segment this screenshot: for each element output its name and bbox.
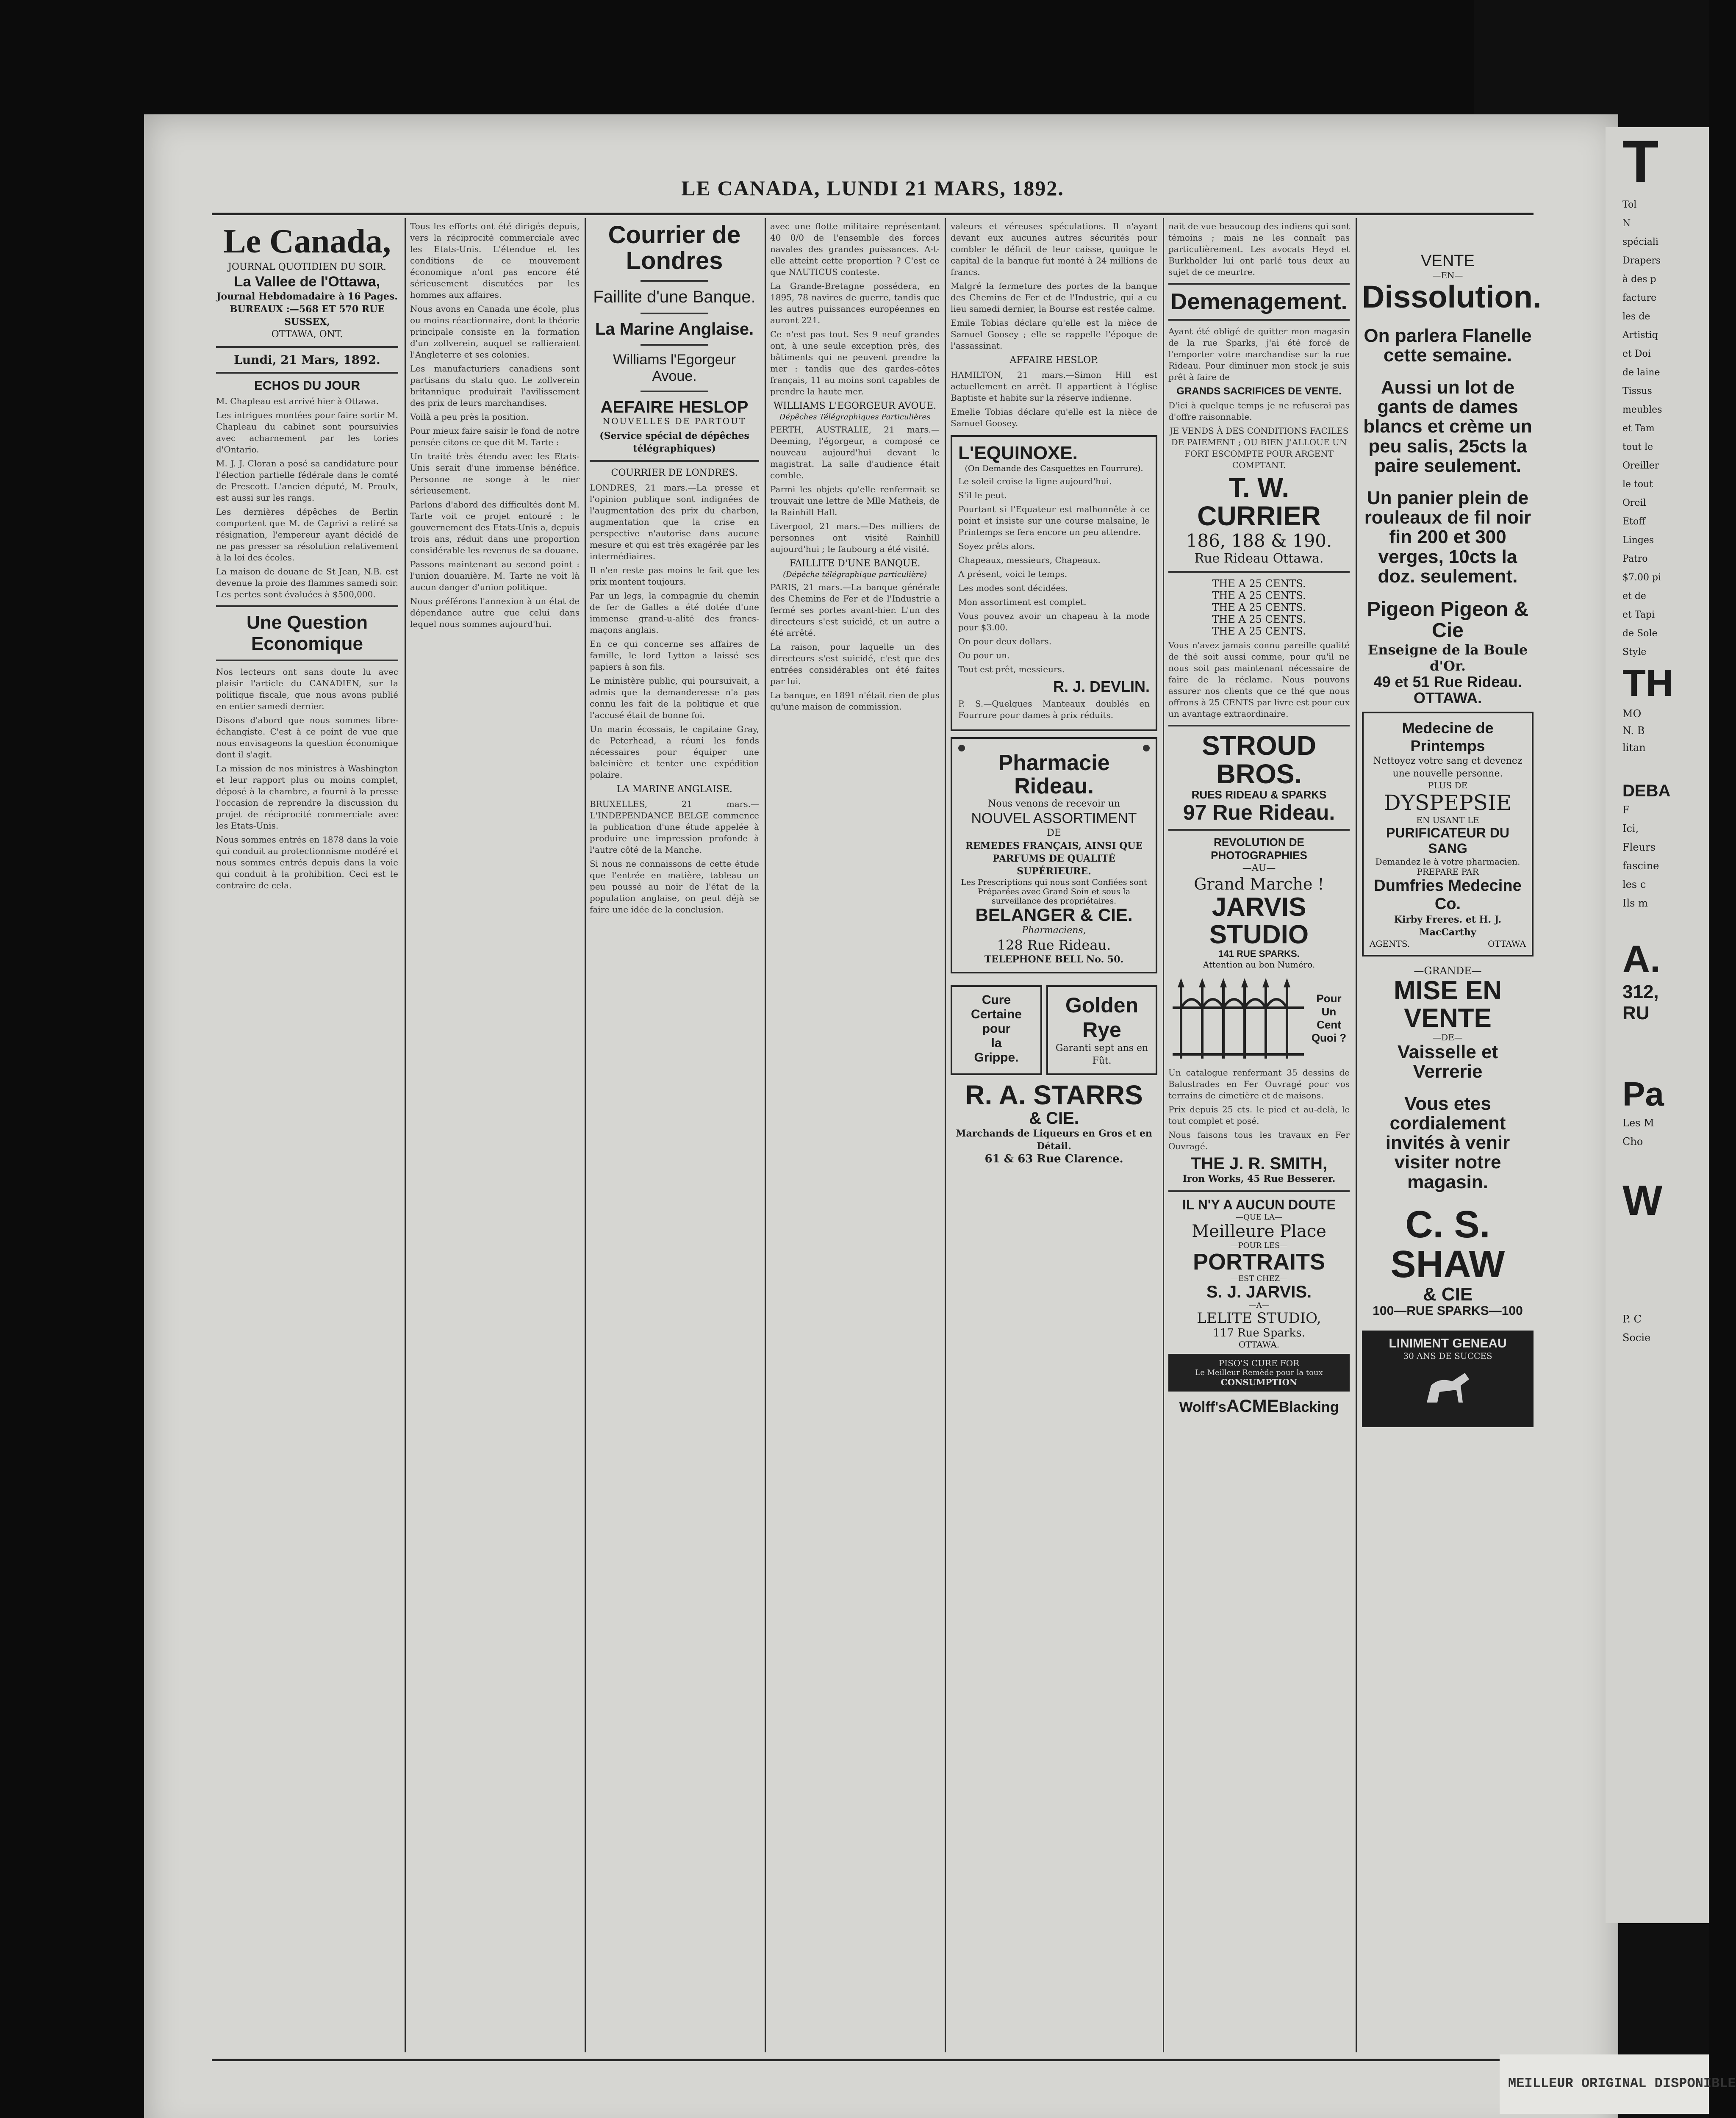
adjacent-fragment-large: TH	[1622, 662, 1673, 704]
equinoxe-line: Chapeaux, messieurs, Chapeaux.	[958, 555, 1101, 565]
news-paragraph: Ce n'est pas tout. Ses 9 neuf grandes ont, à une seule exception près, des bâtiments qui ne peuvent prendre la mer : tandis que des gardes-côtes français, 11 au moins sont capables de prendre la haute mer.	[770, 329, 940, 396]
ornament-icon	[1143, 745, 1150, 751]
fence-paragraph: Nous faisons tous les travaux en Fer Ouvragé.	[1168, 1130, 1350, 1152]
acme-suffix: Blacking	[1278, 1399, 1339, 1415]
stroud-address: RUES RIDEAU & SPARKS	[1191, 788, 1327, 801]
question-paragraph: Nos lecteurs ont sans doute lu avec plaisir l'article du CANADIEN, sur la politique fiscale, que nous avons publié en entier samedi dernier.	[216, 667, 398, 711]
starrs-name: R. A. STARRS	[965, 1080, 1143, 1111]
masthead-title: Le Canada,	[223, 223, 391, 260]
column-rule	[765, 218, 766, 2052]
jarvis-ad-line: —POUR LES—	[1230, 1241, 1288, 1250]
grippe-ad	[951, 985, 1042, 1075]
adjacent-fragment: Artistiq	[1622, 330, 1658, 341]
medecine-ad	[1362, 712, 1534, 956]
courrier-subhead: Williams l'Egorgeur Avoue.	[613, 351, 736, 384]
fence-line: Un	[1321, 1005, 1337, 1018]
section-subheading: Dépêches Télégraphiques Particulières	[779, 413, 931, 421]
adjacent-fragment: et Tapi	[1622, 610, 1655, 620]
divider	[641, 344, 708, 346]
fence-paragraph: Un catalogue renfermant 35 dessins de Balustrades en Fer Ouvragé pour vos terrains de cimetière et de maisons.	[1168, 1067, 1350, 1101]
jarvis-ad-line: —A—	[1248, 1300, 1270, 1310]
adjacent-fragment-large: RU	[1622, 1003, 1650, 1023]
equinoxe-line: Ou pour un.	[958, 650, 1010, 660]
adjacent-fragment: Style	[1622, 647, 1647, 657]
courrier-paragraph: Si nous ne connaissons de cette étude que l'entrée en matière, tableau un peu poussé au noir de l'état de la population anglaise, on peut déjà se faire une idée de la conclusion.	[590, 858, 759, 915]
header-rule	[212, 213, 1534, 215]
currier-street: Rue Rideau Ottawa.	[1194, 551, 1324, 566]
section-heading: COURRIER DE LONDRES.	[611, 467, 738, 478]
horse-icon	[1418, 1364, 1478, 1411]
adjacent-fragment: $7.00 pi	[1622, 572, 1661, 583]
grippe-line: la	[991, 1036, 1002, 1051]
adjacent-fragment: à des p	[1622, 274, 1656, 285]
adjacent-fragment: les c	[1622, 879, 1646, 890]
adjacent-fragment: Les M	[1622, 1117, 1654, 1129]
rye-line: Rye	[1082, 1018, 1121, 1042]
currier-name: T. W. CURRIER	[1197, 472, 1321, 531]
flanelle-text: On parlera Flanelle cette semaine.	[1364, 325, 1532, 366]
adjacent-fragment: de laine	[1622, 367, 1660, 378]
liniment-sub: 30 ANS DE SUCCES	[1403, 1350, 1492, 1361]
column-rule	[405, 218, 406, 2052]
medecine-line: Demandez le à votre pharmacien.	[1375, 857, 1520, 867]
pisos-line: Le Meilleur Remède pour la toux	[1195, 1368, 1323, 1377]
jarvis-ad-line: OTTAWA.	[1238, 1339, 1280, 1350]
article-paragraph: Pour mieux faire saisir le fond de notre pensée citons ce que dit M. Tarte :	[410, 426, 580, 447]
masthead-weekly: Journal Hebdomadaire à 16 Pages.	[216, 291, 398, 302]
adjacent-fragment: F	[1622, 804, 1630, 816]
echos-paragraph: M. Chapleau est arrivé hier à Ottawa.	[216, 396, 379, 406]
echos-paragraph: Les intrigues montées pour faire sortir M. Chapleau du cabinet sont poursuivies avec acharnement par les tories d'Ontario.	[216, 410, 398, 455]
medecine-text: Nettoyez votre sang et devenez une nouvelle personne.	[1373, 756, 1522, 779]
echos-paragraph: Les dernières dépêches de Berlin comportent que M. de Caprivi a retiré sa résignation, l'empereur ayant décidé de ne pas presser sa résolution relativement à la loi des écoles.	[216, 507, 398, 563]
grippe-line: Grippe.	[974, 1051, 1019, 1065]
equinoxe-line: On pour deux dollars.	[958, 636, 1052, 646]
demenagement-heading-2: GRANDS SACRIFICES DE VENTE.	[1176, 385, 1342, 397]
news-paragraph: PARIS, 21 mars.—La banque générale des Chemins de Fer et de l'Industrie a fermé ses portes avant-hier. L'un des directeurs s'est suicidé, et un autre a été arrêté.	[770, 582, 940, 638]
courrier-paragraph: BRUXELLES, 21 mars.—L'INDEPENDANCE BELGE commence la publication d'une étude appelée à produire une impression profonde à l'autre côté de la Manche.	[590, 798, 759, 855]
grippe-rye-row	[951, 979, 1157, 1081]
adjacent-fragment-large: A.	[1622, 938, 1661, 981]
column-rule	[1163, 218, 1164, 2052]
divider	[1168, 829, 1350, 831]
adjacent-fragment: facture	[1622, 293, 1657, 303]
courrier-paragraph: En ce qui concerne ses affaires de famille, le lord Lytton a laissé ses papiers à son fils.	[590, 638, 759, 672]
the-paragraph: Vous n'avez jamais connu pareille qualité de thé soit aussi comme, pour qu'il ne nous soit pas maintenant nécessaire de faire de la réclame. Nous pouvons assurer nos clients que ce thé que nous offrons à 25 CENTS par livre est pour eux un avantage extraordinaire.	[1168, 640, 1350, 719]
echos-paragraph: M. J. J. Cloran a posé sa candidature pour l'élection partielle fédérale dans le comté de Prescott. L'ancien député, M. Proulx, est aussi sur les rangs.	[216, 458, 398, 503]
fence-line: Cent	[1317, 1018, 1341, 1031]
courrier-heading: Courrier de Londres	[608, 221, 741, 274]
adjacent-page-fragment	[1606, 127, 1709, 1923]
news-paragraph: nait de vue beaucoup des indiens qui sont témoins ; mais ne les connaît pas particulièrement. Les avocats Heyd et Burkholder lui ont parlé tous deux au sujet de ce meurtre.	[1168, 221, 1350, 277]
smith-address: Iron Works, 45 Rue Besserer.	[1182, 1173, 1336, 1185]
adjacent-fragment: et Tam	[1622, 423, 1655, 434]
pharmacie-phone: TELEPHONE BELL No. 50.	[984, 954, 1124, 965]
column-ads-1	[951, 218, 1157, 2052]
jarvis-ad-line: 117 Rue Sparks.	[1213, 1326, 1305, 1339]
adjacent-fragment-large: Pa	[1622, 1075, 1664, 1113]
section-heading: FAILLITE D'UNE BANQUE.	[789, 558, 921, 569]
jarvis-ad-line: —EST CHEZ—	[1230, 1274, 1288, 1283]
adjacent-fragment: Oreil	[1622, 498, 1646, 508]
adjacent-fragment: le tout	[1622, 479, 1653, 490]
adjacent-fragment: P. C	[1622, 1313, 1642, 1325]
kirby: Kirby Freres. et H. J. MacCarthy	[1394, 914, 1502, 938]
column-rule	[1356, 218, 1357, 2052]
divider	[216, 605, 398, 607]
the-line: THE A 25 CENTS.	[1212, 578, 1306, 590]
courrier-paragraph: Il n'en reste pas moins le fait que les prix montent toujours.	[590, 565, 759, 587]
jarvis-ad-line: LELITE STUDIO,	[1197, 1309, 1321, 1327]
column-courrier	[590, 218, 759, 2052]
adjacent-fragment: Fleurs	[1622, 841, 1656, 853]
adjacent-fragment: Tol	[1622, 200, 1637, 210]
vente-line: —EN—	[1432, 270, 1463, 280]
grippe-line: Cure	[982, 993, 1011, 1007]
article-paragraph: Un traité très étendu avec les Etats-Unis serait d'une immense bénéfice. Personne ne songe à le nier sérieusement.	[410, 451, 580, 496]
news-paragraph: La raison, pour laquelle un des directeurs s'est suicidé, c'est que des entrées considérables ont été faites par lui.	[770, 642, 940, 686]
equinoxe-signature: R. J. DEVLIN.	[1053, 678, 1150, 695]
column-rule	[945, 218, 946, 2052]
pisos-line: PISO'S CURE FOR	[1218, 1358, 1300, 1368]
jarvis-studio: JARVIS STUDIO	[1209, 892, 1309, 950]
adjacent-fragment: Ils m	[1622, 897, 1648, 909]
adjacent-fragment-large: T	[1622, 128, 1659, 194]
adjacent-fragment: N	[1622, 218, 1631, 229]
fence-line: Pour	[1316, 992, 1342, 1005]
mise-en-vente: MISE EN VENTE	[1394, 976, 1502, 1033]
rye-subline: Garanti sept ans en Fût.	[1055, 1043, 1148, 1067]
adjacent-fragment: N. B	[1622, 725, 1645, 737]
demenagement-paragraph: D'ici à quelque temps je ne refuserai pas d'offre raisonnable.	[1168, 400, 1350, 422]
adjacent-fragment-large: 312,	[1622, 981, 1659, 1002]
fence-side-text	[1308, 992, 1350, 1045]
rye-ad	[1046, 985, 1157, 1075]
acme-blacking	[1168, 1396, 1350, 1416]
newspaper-page	[144, 114, 1618, 2118]
equinoxe-line: Pourtant si l'Equateur est malhonnête à ce point et insiste sur une course malsaine, le Printemps se fera encore un peu attendre.	[958, 504, 1150, 537]
adjacent-fragment: fascine	[1622, 860, 1659, 872]
echos-heading: ECHOS DU JOUR	[254, 379, 361, 393]
page-header: LE CANADA, LUNDI 21 MARS, 1892.	[681, 176, 1064, 200]
article-paragraph: Nous avons en Canada une école, plus ou moins réactionnaire, dont la théorie principale consiste en la formation d'un zollverein, auquel se rallieraient l'Angleterre et ses colonies.	[410, 304, 580, 360]
news-paragraph: La Grande-Bretagne possédera, en 1895, 78 navires de guerre, tandis que les autres puissances européennes en auront 221.	[770, 281, 940, 325]
footer-rule	[212, 2059, 1534, 2061]
dissolution-heading: Dissolution.	[1362, 279, 1542, 314]
panier-text: Un panier plein de rouleaux de fil noir fin 200 et 300 verges, 10cts la doz. seulement.	[1364, 488, 1531, 587]
adjacent-fragment: meubles	[1622, 405, 1662, 415]
rye-line: Golden	[1065, 993, 1139, 1017]
masthead-edition: La Vallee de l'Ottawa,	[234, 274, 380, 290]
pharmacie-line: NOUVEL ASSORTIMENT	[971, 810, 1137, 827]
news-paragraph: Liverpool, 21 mars.—Des milliers de personnes ont visité Rainhill aujourd'hui ; le faubourg a été visité.	[770, 521, 940, 554]
news-paragraph: PERTH, AUSTRALIE, 21 mars.—Deeming, l'égorgeur, a composé ce nouveau aujourd'hui devant le magistrat. La salle d'audience était comble.	[770, 424, 940, 480]
question-paragraph: La mission de nos ministres à Washington et leur rapport plus ou moins complet, déposé à la chambre, a fourni à la presse l'occasion de reprendre la discussion du projet de réciprocité commerciale avec les Etats-Unis.	[216, 763, 398, 831]
medecine-heading: Medecine de Printemps	[1402, 719, 1494, 755]
starrs-cie: & CIE.	[1029, 1109, 1079, 1128]
courrier-paragraph: LONDRES, 21 mars.—La presse et l'opinion publique sont indignées de l'augmentation des prix du charbon, augmentation que la crise en perspective n'autorise dans aucune mesure et qui est très exagérée par les intermédiaires.	[590, 482, 759, 561]
column-news	[770, 218, 940, 2052]
adjacent-fragment: Oreiller	[1622, 460, 1659, 471]
purificateur: PURIFICATEUR DU SANG	[1386, 825, 1509, 857]
pigeon-name: Pigeon Pigeon & Cie	[1367, 598, 1529, 642]
news-paragraph: valeurs et véreuses spéculations. Il n'ayant devant eux aucunes autres sécurités pour combler le déficit de leur caisse, quoique le capital de la banque fut monté à 24 millions de francs.	[951, 221, 1157, 277]
adjacent-fragment: Patro	[1622, 554, 1648, 564]
dyspepsie: DYSPEPSIE	[1384, 790, 1512, 815]
fence-line: Quoi ?	[1311, 1031, 1347, 1045]
agents-label: AGENTS.	[1370, 939, 1410, 949]
shaw-cie: & CIE	[1423, 1284, 1473, 1305]
shaw-name: C. S. SHAW	[1390, 1203, 1505, 1286]
gants-text: Aussi un lot de gants de dames blancs et crème un peu salis, 25cts la paire seulement.	[1363, 377, 1532, 476]
adjacent-fragment: Socie	[1622, 1332, 1651, 1344]
stroud-address-2: 97 Rue Rideau.	[1183, 801, 1335, 825]
microfilm-label	[1500, 2054, 1736, 2114]
news-paragraph: Emelie Tobias déclare qu'elle est la nièce de Samuel Goosey.	[951, 407, 1157, 428]
divider	[641, 280, 708, 282]
adjacent-fragment-text	[1606, 801, 1709, 912]
fence-paragraph: Prix depuis 25 cts. le pied et au-delà, le tout complet et posé.	[1168, 1104, 1350, 1126]
grippe-line: Certaine	[971, 1007, 1022, 1022]
adjacent-fragment: MO	[1622, 708, 1642, 720]
liniment-ad	[1362, 1331, 1534, 1427]
equinoxe-line: Mon assortiment est complet.	[958, 597, 1087, 607]
equinoxe-line: Vous pouvez avoir un chapeau à la mode pour $3.00.	[958, 611, 1150, 632]
article-paragraph: Voilà a peu près la position.	[410, 412, 529, 422]
equinoxe-line: A présent, voici le temps.	[958, 569, 1068, 579]
section-heading: LA MARINE ANGLAISE.	[616, 784, 732, 795]
adjacent-fragment-text	[1606, 1114, 1709, 1151]
adjacent-fragment: Etoff	[1622, 516, 1645, 527]
adjacent-fragment: Tissus	[1622, 386, 1652, 396]
news-paragraph: avec une flotte militaire représentant 40 0/0 de l'ensemble des forces navales des grandes puissances. A-t-elle atteint cette proportion ? C'est ce que NAUTICUS conteste.	[770, 221, 940, 277]
question-paragraph: Disons d'abord que nous sommes libre-échangiste. C'est à ce point de vue que nous envisageons la question économique dont il s'agit.	[216, 715, 398, 760]
starrs-address: 61 & 63 Rue Clarence.	[984, 1153, 1123, 1166]
jarvis-ad-line: PORTRAITS	[1192, 1249, 1325, 1275]
article-paragraph: Passons maintenant au second point : l'union douanière. M. Tarte ne voit là aucun danger d'union politique.	[410, 559, 580, 592]
pharmacie-address: 128 Rue Rideau.	[997, 937, 1111, 954]
adjacent-fragment: spéciali	[1622, 237, 1658, 247]
adjacent-fragment: Cho	[1622, 1136, 1643, 1148]
divider	[1168, 725, 1350, 726]
pharmacie-ad	[951, 737, 1157, 973]
courrier-paragraph: Le ministère public, qui poursuivait, a admis que la demanderesse n'a pas connu les fait de la politique et que l'accusé était de bonne foi.	[590, 675, 759, 720]
jarvis-note: Attention au bon Numéro.	[1203, 959, 1315, 970]
equinoxe-line: Soyez prêts alors.	[958, 541, 1035, 551]
news-paragraph: HAMILTON, 21 mars.—Simon Hill est actuellement en arrêt. Il appartient à l'église Baptiste et habite sur la réserve indienne.	[951, 370, 1157, 403]
divider	[641, 313, 708, 314]
pharmacie-line: REMEDES FRANÇAIS, AINSI QUE PARFUMS DE QUALITÉ SUPÉRIEURE.	[965, 840, 1143, 877]
column-ads-3	[1362, 218, 1542, 2052]
grande-line: —GRANDE—	[1414, 965, 1482, 977]
equinoxe-heading: L'EQUINOXE.	[958, 443, 1078, 463]
courrier-subhead: AEFAIRE HESLOP	[600, 397, 749, 416]
the-line: THE A 25 CENTS.	[1212, 590, 1306, 602]
news-paragraph: Parmi les objets qu'elle renfermait se trouvait une lettre de Mlle Matheis, de la Rainhill Hall.	[770, 484, 940, 517]
courrier-subhead: Faillite d'une Banque.	[593, 287, 756, 306]
section-heading: AFFAIRE HESLOP.	[1009, 355, 1098, 366]
grippe-line: pour	[982, 1022, 1011, 1036]
iron-fence-icon	[1168, 974, 1308, 1063]
news-paragraph: La banque, en 1891 n'était rien de plus qu'une maison de commission.	[770, 690, 940, 712]
de-line: —DE—	[1433, 1032, 1463, 1042]
adjacent-fragment-text	[1606, 705, 1709, 756]
adjacent-fragment: les de	[1622, 311, 1650, 322]
medecine-line: PLUS DE	[1428, 780, 1468, 791]
jarvis-address: 141 RUE SPARKS.	[1218, 948, 1300, 959]
dumfries: Dumfries Medecine Co.	[1374, 877, 1522, 913]
pharmacie-line: DE	[1047, 828, 1061, 839]
agents-row	[1370, 939, 1526, 949]
column-rule	[585, 218, 586, 2052]
article-paragraph: Nous préférons l'annexion à un état de dépendance autre que celui dans lequel nous sommes aujourd'hui.	[410, 596, 580, 629]
liniment-title: LINIMENT GENEAU	[1389, 1336, 1507, 1350]
jarvis-ad-line: S. J. JARVIS.	[1206, 1282, 1312, 1301]
microfilm-label-text: MEILLEUR ORIGINAL DISPONIBLE	[1508, 2076, 1736, 2091]
adjacent-fragment: et Doi	[1622, 349, 1651, 359]
courrier-subhead: La Marine Anglaise.	[595, 319, 754, 338]
pigeon-address: 49 et 51 Rue Rideau.	[1373, 673, 1522, 690]
demenagement-heading: Demenagement.	[1170, 289, 1348, 314]
pharmacie-heading: Pharmacie Rideau.	[998, 751, 1110, 798]
equinoxe-line: Tout est prêt, messieurs.	[958, 664, 1065, 674]
masthead-office: BUREAUX :—568 ET 570 RUE SUSSEX,	[229, 304, 385, 327]
medecine-line: PREPARE PAR	[1417, 867, 1479, 877]
question-paragraph: Nous sommes entrés en 1878 dans la voie qui conduit au protectionnisme modéré et nous sommes entrés depuis dans la voie qui conduit à la prohibition. Ceci est le contraire de cela.	[216, 834, 398, 890]
the-line: THE A 25 CENTS.	[1212, 625, 1306, 638]
question-heading: Une Question Economique	[246, 612, 368, 654]
adjacent-fragment-text	[1606, 1310, 1709, 1347]
equinoxe-line: Le soleil croise la ligne aujourd'hui.	[958, 476, 1112, 486]
starrs-description: Marchands de Liqueurs en Gros et en Détail.	[956, 1128, 1152, 1152]
pisos-ad	[1168, 1354, 1350, 1392]
divider	[641, 391, 708, 392]
demenagement-conditions: JE VENDS À DES CONDITIONS FACILES DE PAIEMENT ; OU BIEN J'ALLOUE UN FORT ESCOMPTE POUR ARGENT COMPTANT.	[1169, 425, 1349, 470]
stroud-name: STROUD BROS.	[1201, 730, 1317, 790]
divider	[1168, 571, 1350, 573]
pisos-line: CONSUMPTION	[1220, 1377, 1298, 1387]
news-paragraph: Emile Tobias déclare qu'elle est la nièce de Samuel Goosey ; elle se rappelle l'époque de l'assassinat.	[951, 318, 1157, 351]
revolution-au: —AU—	[1242, 862, 1276, 873]
pharmacie-role: Pharmaciens,	[1022, 925, 1086, 936]
pharmacie-line: Nous venons de recevoir un	[988, 798, 1120, 809]
column-ads-2	[1168, 218, 1350, 2052]
adjacent-fragment: tout le	[1622, 442, 1653, 452]
shaw-address: 100—RUE SPARKS—100	[1373, 1304, 1523, 1318]
demenagement-paragraph: Ayant été obligé de quitter mon magasin de la rue Sparks, j'ai été forcé de l'emporter votre marchandise sur la rue Rideau. Pour diminuer mon stock je suis prêt à faire de	[1168, 326, 1350, 382]
adjacent-fragment: Linges	[1622, 535, 1654, 546]
adjacent-fragment-large: W	[1622, 1177, 1663, 1224]
equinoxe-line: Les modes sont décidées.	[958, 583, 1068, 593]
smith-name: THE J. R. SMITH,	[1190, 1154, 1328, 1173]
equinoxe-subheading: (On Demande des Casquettes en Fourrure).	[965, 464, 1143, 473]
article-paragraph: Parlons d'abord des difficultés dont M. Tarte voit ce projet entouré : le gouvernement des Etats-Unis a, depuis trois ans, réduit dans une proportion considérable les revenus de sa douane.	[410, 499, 580, 555]
agents-city: OTTAWA	[1488, 939, 1526, 949]
column-article-continued	[410, 218, 580, 2052]
courrier-paragraph: Par un legs, la compagnie du chemin de fer de Galles a été dotée d'une immense grand-u-alité des francs-maçons anglais.	[590, 590, 759, 635]
divider	[1168, 319, 1350, 321]
acme-prefix: Wolff's	[1179, 1399, 1226, 1415]
pigeon-city: OTTAWA.	[1413, 689, 1482, 707]
scan-border-left	[0, 0, 144, 2118]
ornament-icon	[958, 745, 965, 751]
courrier-note: (Service spécial de dépêches télégraphiques)	[599, 430, 749, 454]
the-line: THE A 25 CENTS.	[1212, 613, 1306, 626]
equinoxe-ad	[951, 435, 1157, 731]
invites-text: Vous etes cordialement invités à venir visiter notre magasin.	[1385, 1093, 1510, 1192]
adjacent-fragment-text	[1606, 196, 1709, 662]
jarvis-ad-line: IL N'Y A AUCUN DOUTE	[1182, 1197, 1336, 1213]
acme-brand: ACME	[1226, 1395, 1279, 1416]
adjacent-fragment: de Sole	[1622, 628, 1658, 639]
masthead-subtitle: JOURNAL QUOTIDIEN DU SOIR.	[228, 262, 386, 272]
column-masthead	[216, 218, 398, 2052]
section-subheading: (Dépêche télégraphique particulière)	[783, 570, 927, 579]
fence-ad	[1168, 974, 1350, 1063]
vaisselle: Vaisselle et Verrerie	[1397, 1041, 1498, 1082]
adjacent-fragment: litan	[1622, 742, 1646, 754]
divider	[590, 460, 759, 462]
courrier-subhead: NOUVELLES DE PARTOUT	[602, 416, 746, 426]
grand-marche: Grand Marche !	[1194, 874, 1324, 893]
currier-address: 186, 188 & 190.	[1186, 530, 1332, 552]
issue-date: Lundi, 21 Mars, 1892.	[234, 353, 380, 367]
divider	[1168, 1190, 1350, 1192]
masthead-city: OTTAWA, ONT.	[271, 329, 343, 340]
article-paragraph: Tous les efforts ont été dirigés depuis, vers la réciprocité commerciale avec les Etats-Unis. L'étendue et les conditions de ce mouvement économique n'ont pas encore été sérieusement discutées par les hommes aux affaires.	[410, 221, 580, 300]
news-paragraph: Malgré la fermeture des portes de la banque des Chemins de Fer et de l'Industrie, qui a eu lieu samedi dernier, la Bourse est restée calme.	[951, 281, 1157, 314]
divider	[216, 660, 398, 661]
pharmacie-name: BELANGER & CIE.	[975, 905, 1133, 925]
pharmacie-line: Les Prescriptions qui nous sont Confiées sont Préparées avec Grand Soin et sous la surveillance des propriétaires.	[961, 878, 1147, 906]
divider	[216, 372, 398, 374]
the-line: THE A 25 CENTS.	[1212, 602, 1306, 614]
medecine-line: EN USANT LE	[1416, 815, 1479, 826]
adjacent-fragment: Drapers	[1622, 255, 1661, 266]
pigeon-enseigne: Enseigne de la Boule d'Or.	[1367, 641, 1528, 674]
divider	[1168, 283, 1350, 285]
adjacent-fragment: Ici,	[1622, 823, 1639, 834]
divider	[216, 346, 398, 348]
section-heading: WILLIAMS L'EGORGEUR AVOUE.	[773, 401, 937, 411]
equinoxe-postscript: P. S.—Quelques Manteaux doublés en Fourrure pour dames à prix réduits.	[958, 699, 1150, 720]
jarvis-ad-line: Meilleure Place	[1192, 1222, 1326, 1242]
courrier-paragraph: Un marin écossais, le capitaine Gray, de Peterhead, a réuni les fonds nécessaires pour équiper une baleinière et tenter une expédition polaire.	[590, 724, 759, 780]
adjacent-fragment: et de	[1622, 591, 1646, 602]
article-paragraph: Les manufacturiers canadiens sont partisans du statu quo. Le zollverein britannique produirait l'avilissement des prix de leurs marchandises.	[410, 363, 580, 408]
echos-paragraph: La maison de douane de St Jean, N.B. est devenue la proie des flammes samedi soir. Les pertes sont évaluées à $500,000.	[216, 566, 398, 599]
revolution-heading: REVOLUTION DE PHOTOGRAPHIES	[1211, 835, 1307, 862]
vente-line: VENTE	[1421, 252, 1475, 270]
adjacent-fragment-large: DEBA	[1622, 782, 1671, 800]
jarvis-ad-line: —QUE LA—	[1236, 1213, 1282, 1222]
equinoxe-line: S'il le peut.	[958, 490, 1007, 500]
